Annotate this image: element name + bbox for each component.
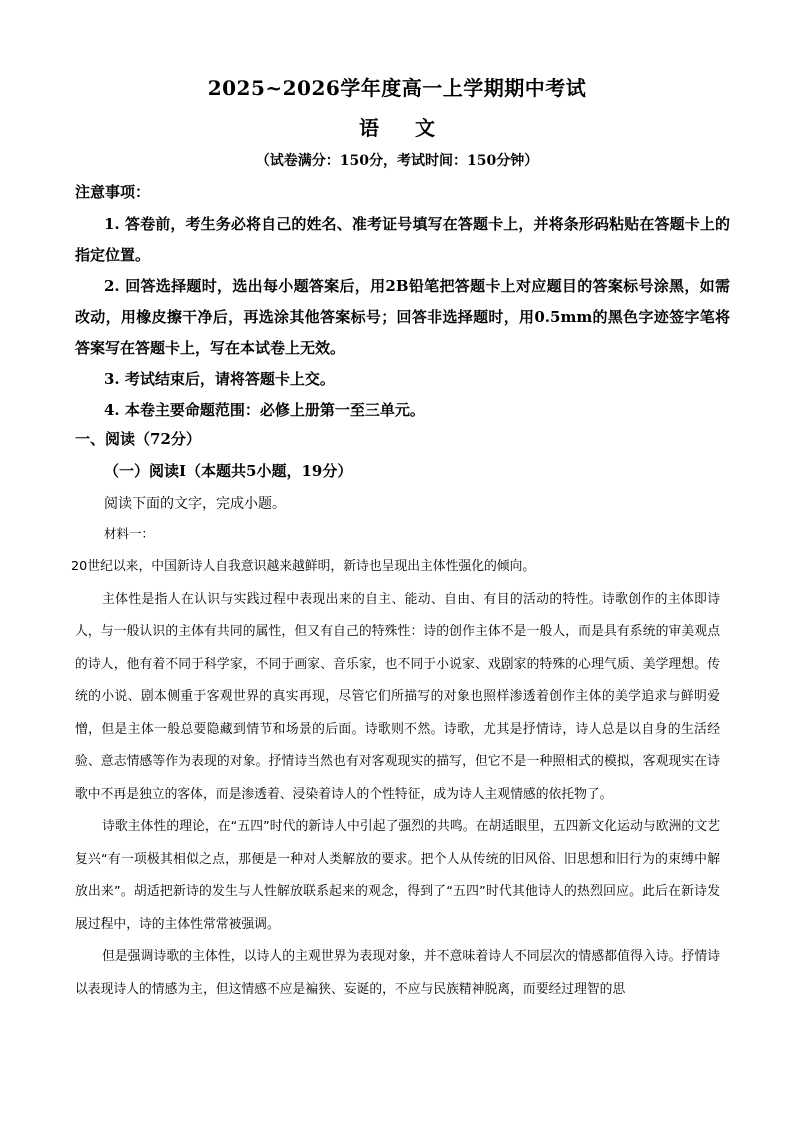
exam-meta: （试卷满分：150分，考试时间：150分钟） — [255, 153, 539, 169]
note-item: 2. 回答选择题时，选出每小题答案后，用2B铅笔把答题卡上对应题目的答案标号涂黑，如需改动，用橡皮擦干净后，再选涂其他答案标号；回答非选择题时，用0.5mm的黑色字迹签字笔将答案写在答题卡上，写在本试卷上无效。 — [75, 277, 730, 357]
reading-instruction: 阅读下面的文字，完成小题。 — [104, 496, 286, 512]
notes-list — [75, 209, 730, 426]
note-item: 3. 考试结束后，请将答题卡上交。 — [104, 370, 335, 388]
material-label: 材料一： — [104, 526, 155, 541]
notes-heading: 注意事项： — [75, 183, 151, 201]
note-item: 1. 答卷前，考生务必将自己的姓名、准考证号填写在答题卡上，并将条形码粘贴在答题卡上的指定位置。 — [75, 215, 730, 264]
passage-paragraph: 诗歌主体性的理论，在“五四”时代的新诗人中引起了强烈的共鸣。在胡适眼里，五四新文化运动与欧洲的文艺复兴“有一项极其相似之点，那便是一种对人类解放的要求。把个人从传统的旧风俗、旧思想和旧行为的束缚中解放出来”。胡适把新诗的发生与人性解放联系起来的观念，得到了“五四”时代其他诗人的热烈回应。此后在新诗发展过程中，诗的主体性常常被强调。 — [75, 819, 720, 932]
section-heading: 一、阅读（72分） — [75, 430, 201, 448]
subject-title: 语文 — [359, 116, 471, 140]
note-item: 4. 本卷主要命题范围：必修上册第一至三单元。 — [104, 401, 425, 419]
passage-paragraph: 20世纪以来，中国新诗人自我意识越来越鲜明，新诗也呈现出主体性强化的倾向。 — [71, 559, 536, 574]
reading-passage — [71, 551, 720, 1006]
exam-title: 2025~2026学年度高一上学期期中考试 — [207, 76, 587, 100]
passage-paragraph: 但是强调诗歌的主体性，以诗人的主观世界为表现对象，并不意味着诗人不同层次的情感都值得入诗。抒情诗以表现诗人的情感为主，但这情感不应是褊狭、妄诞的，不应与民族精神脱离，而要经过理智的思 — [75, 949, 720, 997]
subsection-heading: （一）阅读Ⅰ（本题共5小题，19分） — [104, 462, 353, 480]
passage-paragraph: 主体性是指人在认识与实践过程中表现出来的自主、能动、自由、有目的活动的特性。诗歌创作的主体即诗人，与一般认识的主体有共同的属性，但又有自己的特殊性：诗的创作主体不是一般人，而是具有系统的审美观点的诗人，他有着不同于科学家，不同于画家、音乐家，也不同于小说家、戏剧家的特殊的心理气质、美学理想。传统的小说、剧本侧重于客观世界的真实再现，尽管它们所描写的对象也照样渗透着创作主体的美学追求与鲜明爱憎，但是主体一般总要隐藏到情节和场景的后面。诗歌则不然。诗歌，尤其是抒情诗，诗人总是以自身的生活经验、意志情感等作为表现的对象。抒情诗当然也有对客观现实的描写，但它不是一种照相式的模拟，客观现实在诗歌中不再是独立的客体，而是渗透着、浸染着诗人的个性特征，成为诗人主观情感的依托物了。 — [75, 591, 720, 802]
